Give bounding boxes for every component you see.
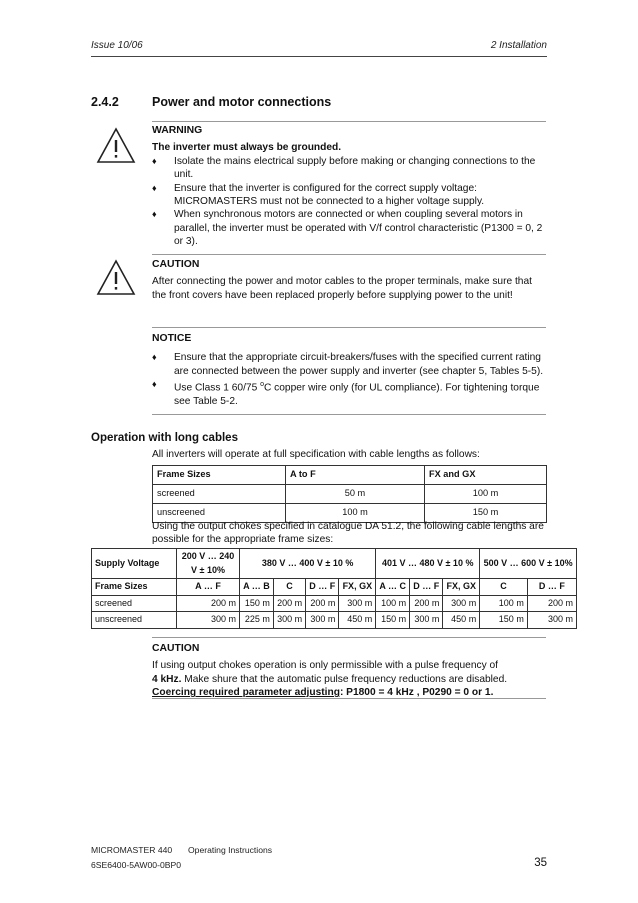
notice-list	[152, 351, 546, 408]
table-header-cell: Frame Sizes	[153, 466, 286, 485]
notice-block	[152, 332, 546, 408]
table-cell: 200 m	[306, 595, 339, 612]
table-header-cell: 200 V … 240 V ± 10%	[177, 549, 240, 579]
notice-item	[152, 378, 546, 408]
table-header-cell: A to F	[286, 466, 425, 485]
caution2-frequency: 4 kHz.	[152, 673, 182, 685]
notice-item	[152, 351, 546, 378]
warning-heading: WARNING	[152, 125, 203, 136]
header-issue: Issue 10/06	[91, 40, 143, 51]
table-cell: unscreened	[153, 504, 286, 523]
notice-item-post: C copper wire only (for UL compliance). For tightening torque see Table 5-2.	[174, 382, 540, 408]
table-cell: 100 m	[425, 485, 547, 504]
table-row	[153, 485, 547, 504]
caution2-rule	[152, 637, 546, 638]
table-cell: unscreened	[92, 612, 177, 629]
footer-product: MICROMASTER 440	[91, 845, 173, 855]
diamond-bullet-icon: ♦	[152, 209, 157, 220]
table-cell: 200 m	[410, 595, 443, 612]
table-cell: 150 m	[376, 612, 410, 629]
diamond-bullet-icon: ♦	[152, 182, 157, 193]
caution2-underlined: Coercing required parameter adjusting	[152, 687, 340, 699]
long-cables-heading: Operation with long cables	[91, 432, 238, 444]
cable-length-table	[152, 465, 547, 523]
warning-rule	[152, 121, 546, 122]
warning-item-text: Ensure that the inverter is configured for the correct supply voltage: MICROMASTERS must not be connected to a higher voltage supply.	[174, 182, 485, 208]
section-title: Power and motor connections	[152, 95, 332, 109]
warning-item-text: When synchronous motors are connected or when coupling several motors in parallel, the inverter must be operated with V/f control characteristic (P1300 = 0, 2 or 3).	[174, 209, 543, 248]
table-cell: screened	[153, 485, 286, 504]
warning-icon	[96, 126, 136, 166]
diamond-bullet-icon: ♦	[152, 352, 157, 363]
notice-item-text: Ensure that the appropriate circuit-breakers/fuses with the specified current rating are connected between the power supply and inverter (see chapter 5, Tables 5-5).	[174, 352, 544, 377]
table-cell: 300 m	[443, 595, 480, 612]
table-header-cell: A … B	[240, 579, 274, 596]
caution-rule	[152, 254, 546, 255]
warning-item-text: Isolate the mains electrical supply before making or changing connections to the unit.	[174, 155, 536, 181]
notice-heading: NOTICE	[152, 333, 192, 344]
table-cell: 300 m	[306, 612, 339, 629]
table-row	[92, 595, 577, 612]
choke-cable-table	[91, 548, 577, 629]
table-header-cell: 500 V … 600 V ± 10%	[480, 549, 577, 579]
table-header-cell: FX, GX	[339, 579, 376, 596]
caution2-line2	[152, 673, 546, 686]
warning-list	[152, 155, 546, 249]
caution2-heading: CAUTION	[152, 643, 200, 654]
table-cell: 300 m	[177, 612, 240, 629]
diamond-bullet-icon: ♦	[152, 155, 157, 166]
table-cell: 200 m	[273, 595, 305, 612]
notice-end-rule	[152, 414, 546, 415]
warning-item	[152, 208, 546, 248]
table-cell: 300 m	[273, 612, 305, 629]
diamond-bullet-icon: ♦	[152, 379, 157, 390]
warning-lead: The inverter must always be grounded.	[152, 142, 342, 154]
warning-item	[152, 182, 546, 209]
table-cell: 150 m	[480, 612, 528, 629]
table-cell: 300 m	[339, 595, 376, 612]
table-header-cell: D … F	[410, 579, 443, 596]
table-header-cell: 380 V … 400 V ± 10 %	[240, 549, 376, 579]
table-cell: 200 m	[527, 595, 576, 612]
degree-mark: o	[260, 381, 264, 389]
table-header-cell: A … C	[376, 579, 410, 596]
table-header-cell: Supply Voltage	[92, 549, 177, 579]
table-header-cell: D … F	[527, 579, 576, 596]
table-cell: 225 m	[240, 612, 274, 629]
caution-icon	[96, 258, 136, 298]
caution-block	[152, 258, 546, 302]
table-cell: 50 m	[286, 485, 425, 504]
table-header-cell: A … F	[177, 579, 240, 596]
caution2-line2-rest: Make shure that the automatic pulse frequency reductions are disabled.	[181, 673, 508, 685]
header-rule	[91, 56, 547, 57]
table-cell: 100 m	[376, 595, 410, 612]
table-header-cell: FX, GX	[443, 579, 480, 596]
table-cell: 300 m	[410, 612, 443, 629]
table-cell: 150 m	[240, 595, 274, 612]
table-cell: 100 m	[480, 595, 528, 612]
table-header-cell: C	[480, 579, 528, 596]
table-header-cell: FX and GX	[425, 466, 547, 485]
notice-rule	[152, 327, 546, 328]
table-header-cell: Frame Sizes	[92, 579, 177, 596]
table-cell: 450 m	[443, 612, 480, 629]
table-header-cell: C	[273, 579, 305, 596]
page-number: 35	[534, 857, 547, 869]
table-header-row	[153, 466, 547, 485]
footer-order: 6SE6400-5AW00-0BP0	[91, 860, 181, 870]
table-cell: 300 m	[527, 612, 576, 629]
table-header-cell: D … F	[306, 579, 339, 596]
caution2-end-rule	[152, 698, 546, 699]
header-chapter: 2 Installation	[490, 40, 547, 51]
table-cell: 200 m	[177, 595, 240, 612]
table-row	[92, 612, 577, 629]
section-number: 2.4.2	[91, 95, 119, 109]
table-header-cell: 401 V … 480 V ± 10 %	[376, 549, 480, 579]
warning-block	[152, 124, 546, 249]
chokes-text: Using the output chokes specified in catalogue DA 51.2, the following cable lengths are possible for the appropriate frame sizes:	[152, 521, 544, 546]
notice-item-pre: Use Class 1 60/75	[174, 382, 261, 394]
footer-doc: Operating Instructions	[188, 845, 273, 855]
caution2-line1: If using output chokes operation is only permissible with a pulse frequency of	[152, 660, 499, 672]
caution-text: After connecting the power and motor cables to the proper terminals, make sure that the front covers have been replaced properly before supplying power to the unit!	[152, 276, 532, 301]
table-cell: 150 m	[425, 504, 547, 523]
long-cables-intro: All inverters will operate at full specification with cable lengths as follows:	[152, 449, 480, 460]
table-cell: 100 m	[286, 504, 425, 523]
warning-item	[152, 155, 546, 182]
table-cell: 450 m	[339, 612, 376, 629]
table-header-row	[92, 549, 577, 579]
table-header-row	[92, 579, 577, 596]
caution2-params: : P1800 = 4 kHz , P0290 = 0 or 1.	[339, 687, 494, 699]
caution2-block	[152, 642, 546, 700]
table-cell: screened	[92, 595, 177, 612]
caution-heading: CAUTION	[152, 259, 200, 270]
